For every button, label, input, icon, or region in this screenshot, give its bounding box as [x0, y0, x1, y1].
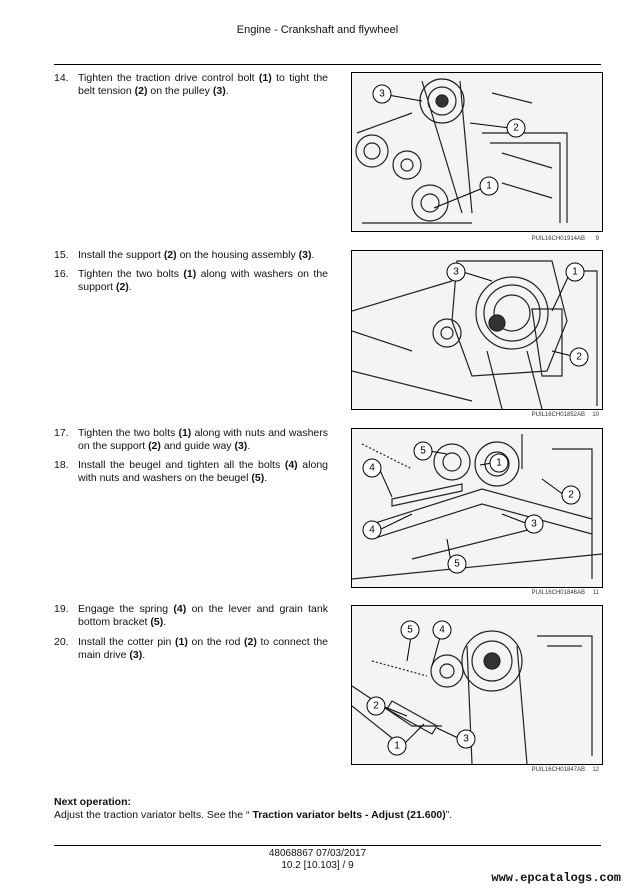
figure-number: 11	[592, 590, 599, 596]
callout-3: 3	[379, 88, 385, 100]
step-text: Tighten the two bolts (1) along with washers on the support (2).	[78, 268, 329, 293]
step-number: 20.	[54, 636, 69, 648]
next-operation-text: Adjust the traction variator belts. See the “	[54, 809, 253, 821]
step-text: Install the cotter pin (1) on the rod (2) to connect the main drive (3).	[78, 636, 328, 661]
figure-code: PUIL16CH01847AB	[531, 767, 585, 773]
step-text: Install the beugel and tighten all the bolts (4) along with nuts and washers on the beugel (5).	[78, 459, 328, 484]
step-text: Tighten the two bolts (1) along with nuts and washers on the support (2) and guide way (3).	[78, 427, 328, 452]
next-operation-heading: Next operation:	[54, 796, 132, 808]
callout-1: 1	[496, 457, 502, 469]
callout-1: 1	[572, 266, 578, 278]
figure-number: 12	[592, 767, 599, 773]
step-number: 16.	[54, 268, 69, 280]
next-operation-link[interactable]: Traction variator belts - Adjust (21.600)	[252, 809, 446, 821]
figure-code: PUIL16CH01846AB	[531, 590, 585, 596]
step-number: 14.	[54, 72, 69, 84]
callout-1: 1	[486, 180, 492, 192]
callout-4: 4	[369, 462, 375, 474]
callout-2: 2	[576, 351, 582, 363]
next-operation: Next operation: Adjust the traction variator belts. See the “ Traction variator belts - Adjust (21.600)”.	[54, 796, 453, 821]
footer-rule	[54, 845, 601, 846]
step-text: Install the support (2) on the housing assembly (3).	[78, 249, 315, 261]
figure-code: PUIL16CH01852AB	[531, 412, 585, 418]
callout-5: 5	[454, 558, 460, 570]
callout-2: 2	[568, 489, 574, 501]
callout-3: 3	[531, 518, 537, 530]
figure-11-image	[351, 428, 603, 588]
figure-code: PUIL16CH01914AB	[531, 236, 585, 242]
callout-1: 1	[394, 740, 400, 752]
callout-3: 3	[463, 733, 469, 745]
step-number: 19.	[54, 603, 69, 615]
callout-2: 2	[373, 700, 379, 712]
step-text: Tighten the traction drive control bolt (1) to tight the belt tension (2) on the pulley (3).	[78, 72, 328, 97]
figure-number: 9	[595, 236, 599, 242]
header-rule	[54, 64, 601, 65]
figure-9-image	[351, 72, 603, 232]
footer-doc: 48068867 07/03/2017	[268, 848, 367, 859]
callout-5: 5	[407, 624, 413, 636]
watermark: www.epcatalogs.com	[491, 871, 621, 885]
step-text: Engage the spring (4) on the lever and grain tank bottom bracket (5).	[78, 603, 328, 628]
callout-2: 2	[513, 122, 519, 134]
figure-number: 10	[592, 412, 599, 418]
callout-5: 5	[420, 445, 426, 457]
callout-4: 4	[369, 524, 375, 536]
footer-page: 10.2 [10.103] / 9	[281, 860, 354, 871]
figure-12-image	[351, 605, 603, 765]
step-number: 18.	[54, 459, 69, 471]
step-number: 15.	[54, 249, 69, 261]
callout-3: 3	[453, 266, 459, 278]
callout-4: 4	[439, 624, 445, 636]
step-number: 17.	[54, 427, 69, 439]
page-title: Engine - Crankshaft and flywheel	[236, 24, 399, 36]
figure-10-image	[351, 250, 603, 410]
